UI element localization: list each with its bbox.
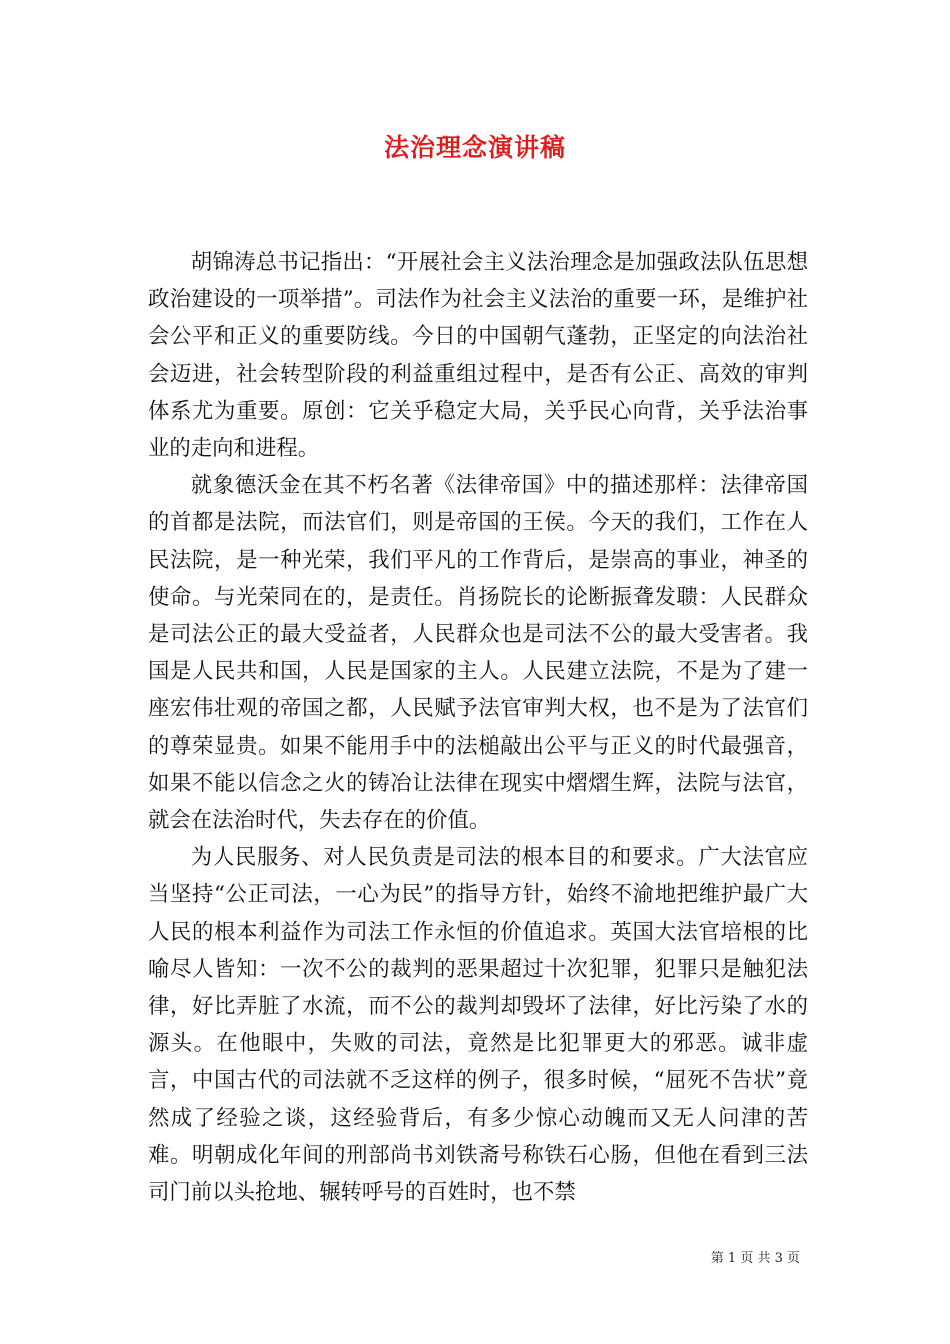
paragraph-2: 就象德沃金在其不朽名著《法律帝国》中的描述那样：法律帝国的首都是法院，而法官们，则是帝国的王侯。今天的我们，工作在人民法院，是一种光荣，我们平凡的工作背后，是崇高的事业，神圣的使命。与光荣同在的，是责任。肖扬院长的论断振聋发聩：人民群众是司法公正的最大受益者，人民群众也是司法不公的最大受害者。我国是人民共和国，人民是国家的主人。人民建立法院，不是为了建一座宏伟壮观的帝国之都，人民赋予法官审判大权，也不是为了法官们的尊荣显贵。如果不能用手中的法槌敲出公平与正义的时代最强音，如果不能以信念之火的铸冶让法律在现实中熠熠生辉，法院与法官，就会在法治时代，失去存在的价值。 <box>148 473 808 834</box>
document-body <box>148 244 808 1211</box>
page-number: 第 1 页 共 3 页 <box>710 1251 800 1266</box>
paragraph-3: 为人民服务、对人民负责是司法的根本目的和要求。广大法官应当坚持“公正司法，一心为民”的指导方针，始终不渝地把维护最广大人民的根本利益作为司法工作永恒的价值追求。英国大法官培根的比喻尽人皆知：一次不公的裁判的恶果超过十次犯罪，犯罪只是触犯法律，好比弄脏了水流，而不公的裁判却毁坏了法律，好比污染了水的源头。在他眼中，失败的司法，竟然是比犯罪更大的邪恶。诚非虚言，中国古代的司法就不乏这样的例子，很多时候，“屈死不告状”竟然成了经验之谈，这经验背后，有多少惊心动魄而又无人问津的苦难。明朝成化年间的刑部尚书刘铁斋号称铁石心肠，但他在看到三法司门前以头抢地、辗转呼号的百姓时，也不禁 <box>148 845 808 1206</box>
document-title: 法治理念演讲稿 <box>383 133 566 162</box>
paragraph-1: 胡锦涛总书记指出：“开展社会主义法治理念是加强政法队伍思想政治建设的一项举措”。司法作为社会主义法治的重要一环，是维护社会公平和正义的重要防线。今日的中国朝气蓬勃，正坚定的向法治社会迈进，社会转型阶段的利益重组过程中，是否有公正、高效的审判体系尤为重要。原创：它关乎稳定大局，关乎民心向背，关乎法治事业的走向和进程。 <box>148 250 808 462</box>
